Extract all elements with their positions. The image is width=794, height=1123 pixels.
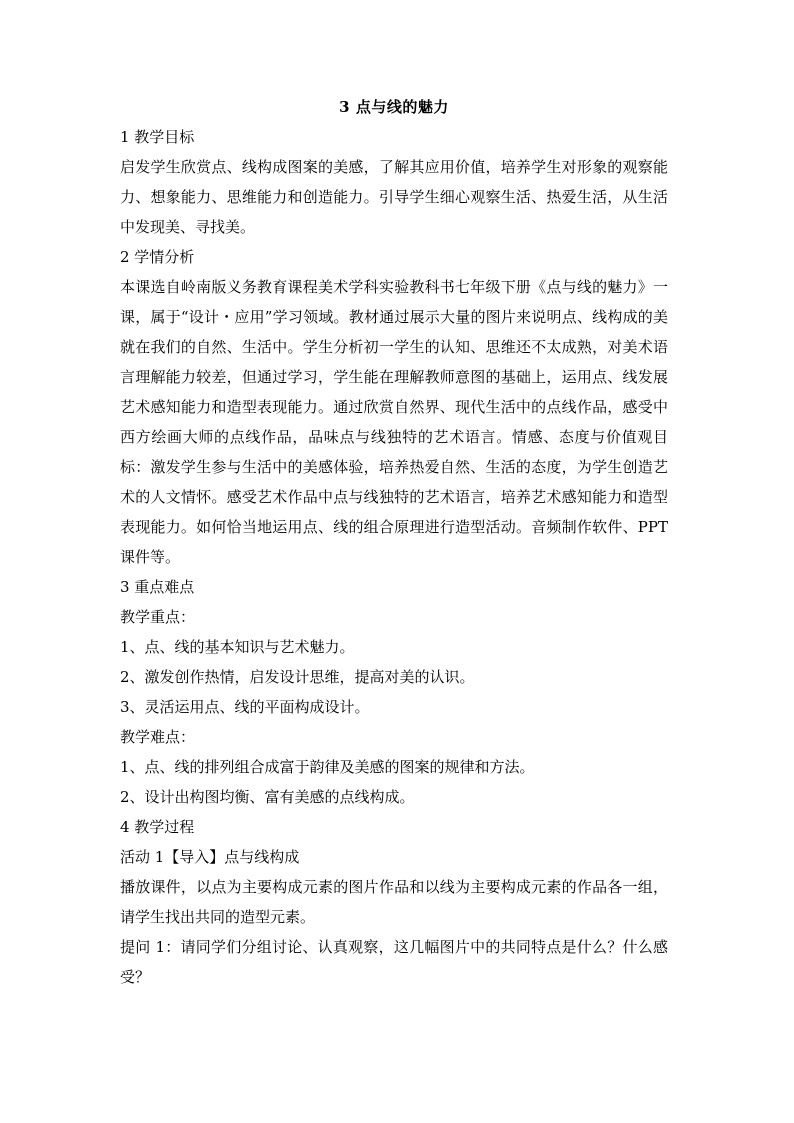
difficulty-item: 2、设计出构图均衡、富有美感的点线构成。 [120, 788, 415, 806]
question-paragraph: 提问 1：请同学们分组讨论、认真观察，这几幅图片中的共同特点是什么？什么感受？ [120, 938, 668, 986]
document-title: 3 点与线的魅力 [339, 98, 449, 116]
difficulty-item: 1、点、线的排列组合成富于韵律及美感的图案的规律和方法。 [120, 758, 535, 776]
difficulties-label: 教学难点： [120, 728, 196, 746]
activity-heading: 活动 1【导入】点与线构成 [120, 848, 300, 866]
section-heading-key-points: 3 重点难点 [120, 578, 195, 596]
activity-paragraph: 播放课件，以点为主要构成元素的图片作品和以线为主要构成元素的作品各一组，请学生找出共同的造型元素。 [120, 878, 668, 926]
key-point-item: 1、点、线的基本知识与艺术魅力。 [120, 638, 355, 656]
key-point-item: 3、灵活运用点、线的平面构成设计。 [120, 698, 370, 716]
objectives-paragraph: 启发学生欣赏点、线构成图案的美感，了解其应用价值，培养学生对形象的观察能力、想象能力、思维能力和创造能力。引导学生细心观察生活、热爱生活，从生活中发现美、寻找美。 [120, 158, 668, 236]
key-points-label: 教学重点： [120, 608, 196, 626]
analysis-paragraph: 本课选自岭南版义务教育课程美术学科实验教科书七年级下册《点与线的魅力》一课，属于“设计・应用”学习领域。教材通过展示大量的图片来说明点、线构成的美就在我们的自然、生活中。学生分析初一学生的认知、思维还不太成熟，对美术语言理解能力较差，但通过学习，学生能在理解教师意图的基础上，运用点、线发展艺术感知能力和造型表现能力。通过欣赏自然界、现代生活中的点线作品，感受中西方绘画大师的点线作品，品味点与线独特的艺术语言。情感、态度与价值观目标：激发学生参与生活中的美感体验，培养热爱自然、生活的态度，为学生创造艺术的人文情怀。感受艺术作品中点与线独特的艺术语言，培养艺术感知能力和造型表现能力。如何恰当地运用点、线的组合原理进行造型活动。音频制作软件、PPT 课件等。 [120, 278, 668, 566]
section-heading-objectives: 1 教学目标 [120, 128, 195, 146]
section-heading-analysis: 2 学情分析 [120, 248, 195, 266]
section-heading-process: 4 教学过程 [120, 818, 195, 836]
document-body [120, 92, 668, 992]
key-point-item: 2、激发创作热情，启发设计思维，提高对美的认识。 [120, 668, 475, 686]
